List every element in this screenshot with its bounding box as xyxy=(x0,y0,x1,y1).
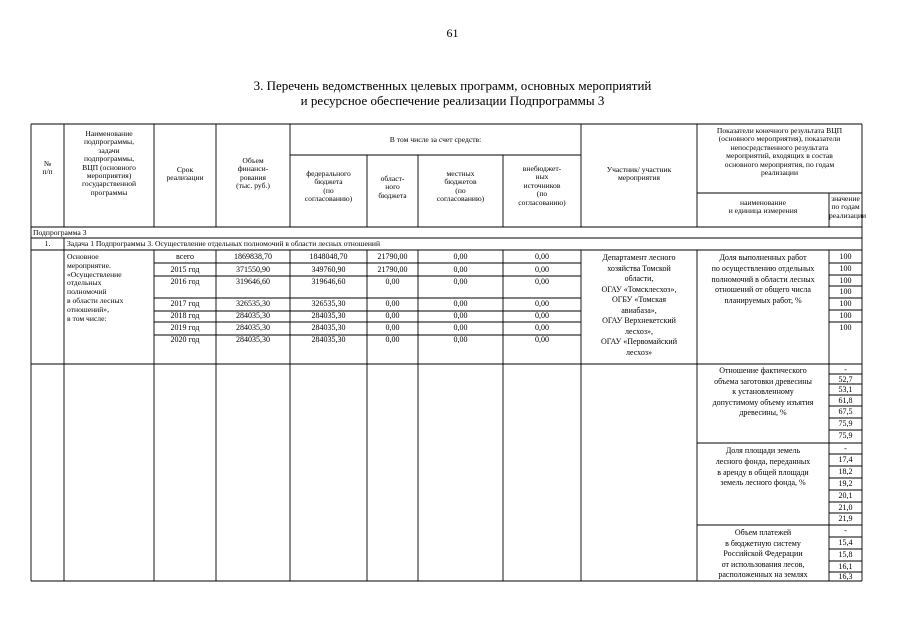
indicator-value: 100 xyxy=(839,287,852,296)
row-regional: 0,00 xyxy=(385,323,400,332)
indicator-value: 18,2 xyxy=(838,467,853,476)
row-offbudget: 0,00 xyxy=(535,277,549,286)
row-local: 0,00 xyxy=(453,299,468,308)
header-name: Наименование подпрограммы, задачи подпрограммы, ВЦП (основного мероприятия) государственной программы xyxy=(81,129,137,197)
indicator-value: 16,1 xyxy=(838,562,853,571)
indicator-value: 100 xyxy=(839,252,852,261)
row-local: 0,00 xyxy=(453,252,468,261)
row-regional: 0,00 xyxy=(385,335,400,344)
task-title: Задача 1 Подпрограммы 3. Осуществление отдельных полномочий в области лесных отношений xyxy=(67,239,381,248)
indicator-value: 61,8 xyxy=(838,396,853,405)
row-offbudget: 0,00 xyxy=(535,335,549,344)
title-line-2: и ресурсное обеспечение реализации Подпрограммы 3 xyxy=(300,93,605,108)
row-federal: 284035,30 xyxy=(311,311,346,320)
row-term: 2015 год xyxy=(170,265,200,274)
row-offbudget: 0,00 xyxy=(535,265,549,274)
row-local: 0,00 xyxy=(453,323,468,332)
row-federal: 349760,90 xyxy=(311,265,346,274)
header-participant: Участник/ участник мероприятия xyxy=(606,165,672,183)
indicator-value: 75,9 xyxy=(838,419,853,428)
row-volume: 1869838,70 xyxy=(234,252,272,261)
indicator-value: 20,1 xyxy=(838,491,853,500)
indicator-value: - xyxy=(844,365,847,374)
activity-name: Основное мероприятие. «Осуществление отдельных полномочий в области лесных отношений», в том числе: xyxy=(67,252,124,323)
header-indicators: Показатели конечного результата ВЦП (основного мероприятия), показатели непосредственного результата мероприятий, входящих в состав основного мероприятия, по годам реализации xyxy=(716,126,843,178)
header-including: В том числе за счет средств: xyxy=(389,135,482,144)
row-term: 2017 год xyxy=(170,299,200,308)
participants: Департамент лесного хозяйства Томской области, ОГАУ «Томсклесхоз», ОГБУ «Томская авиабаза», ОГАУ Верхнекетский лесхоз», ОГАУ «Первомайский лесхоз» xyxy=(600,253,677,357)
row-volume: 326535,30 xyxy=(236,299,270,308)
indicator-value: 21,9 xyxy=(838,514,853,523)
row-term: 2020 год xyxy=(170,335,200,344)
indicator-value: 21,0 xyxy=(838,503,853,512)
row-term: всего xyxy=(175,252,194,261)
row-volume: 284035,30 xyxy=(236,323,270,332)
indicator-value: 15,8 xyxy=(838,550,853,559)
header-num: № п/п xyxy=(42,159,53,177)
indicator-value: 67,5 xyxy=(838,407,853,416)
indicator-value: 16,3 xyxy=(838,572,853,581)
indicator-name: Объем платежей в бюджетную систему Российской Федерации от использования лесов, расположенных на землях xyxy=(718,528,808,580)
indicator-value: 15,4 xyxy=(838,538,853,547)
row-federal: 284035,30 xyxy=(311,323,346,332)
row-regional: 21790,00 xyxy=(377,265,408,274)
header-local: местных бюджетов (по согласованию) xyxy=(436,169,485,204)
row-offbudget: 0,00 xyxy=(535,311,549,320)
indicator-value: 100 xyxy=(839,311,852,320)
header-regional: област- ного бюджета xyxy=(378,174,407,200)
subprogram-label: Подпрограмма 3 xyxy=(33,228,87,237)
indicator-value: 75,9 xyxy=(838,431,853,440)
row-regional: 21790,00 xyxy=(377,252,408,261)
page-number: 61 xyxy=(446,26,459,40)
indicator-value: - xyxy=(844,526,847,535)
indicator-name: Отношение фактического объема заготовки древесины к установленному допустимому объему изъятия древесины, % xyxy=(712,366,814,417)
row-volume: 371550,90 xyxy=(236,265,270,274)
row-local: 0,00 xyxy=(453,277,468,286)
indicator-value: - xyxy=(844,444,847,453)
row-volume: 319646,60 xyxy=(236,277,270,286)
header-indicator-value: значение по годам реализации xyxy=(829,194,867,220)
row-term: 2016 год xyxy=(170,277,200,286)
row-federal: 1848048,70 xyxy=(309,252,348,261)
row-volume: 284035,30 xyxy=(236,335,270,344)
header-indicator-name: наименование и единица измерения xyxy=(728,198,798,216)
indicator-value: 52,7 xyxy=(838,375,853,384)
indicator-name: Доля выполненных работ по осуществлению отдельных полномочий в области лесных отношений от общего числа планируемых работ, % xyxy=(711,253,815,306)
row-regional: 0,00 xyxy=(385,299,400,308)
header-term: Срок реализации xyxy=(166,165,204,183)
header-federal: федерального бюджета (по согласованию) xyxy=(304,169,353,204)
header-volume: Объем финанси- рования (тыс. руб.) xyxy=(236,156,270,191)
indicator-value: 17,4 xyxy=(838,455,853,464)
header-offbudget: внебюджет- ных источников (по согласованию) xyxy=(518,164,566,207)
indicator-value: 53,1 xyxy=(838,385,853,394)
row-term: 2018 год xyxy=(170,311,200,320)
row-offbudget: 0,00 xyxy=(535,252,549,261)
task-number: 1. xyxy=(44,239,51,248)
row-regional: 0,00 xyxy=(385,311,400,320)
row-term: 2019 год xyxy=(170,323,200,332)
row-federal: 319646,60 xyxy=(311,277,346,286)
indicator-name: Доля площади земель лесного фонда, переданных в аренду в общей площади земель лесного фонда, % xyxy=(715,446,811,488)
indicator-value: 19,2 xyxy=(838,479,853,488)
row-local: 0,00 xyxy=(453,335,468,344)
title-line-1: 3. Перечень ведомственных целевых программ, основных мероприятий xyxy=(253,78,652,93)
indicator-value: 100 xyxy=(839,323,852,332)
row-local: 0,00 xyxy=(453,265,468,274)
indicator-value: 100 xyxy=(839,299,852,308)
row-volume: 284035,30 xyxy=(236,311,270,320)
row-regional: 0,00 xyxy=(385,277,400,286)
row-offbudget: 0,00 xyxy=(535,299,549,308)
indicator-value: 100 xyxy=(839,264,852,273)
indicator-value: 100 xyxy=(839,276,852,285)
row-federal: 326535,30 xyxy=(311,299,346,308)
row-offbudget: 0,00 xyxy=(535,323,549,332)
row-local: 0,00 xyxy=(453,311,468,320)
row-federal: 284035,30 xyxy=(311,335,346,344)
